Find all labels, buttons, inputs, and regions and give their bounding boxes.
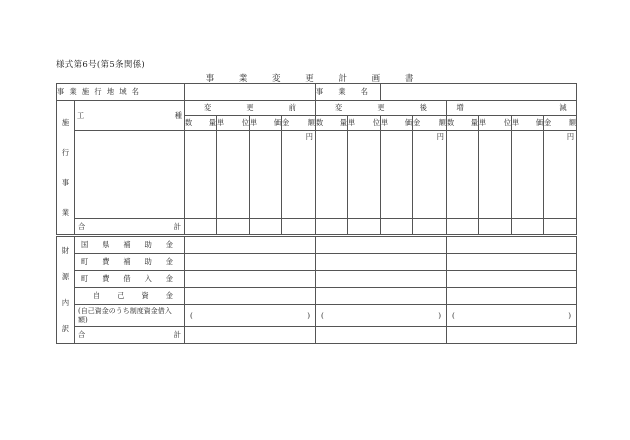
before-qty-total[interactable]: [185, 219, 217, 235]
finance-before-cell[interactable]: [185, 254, 316, 271]
diff-unit-total[interactable]: [479, 219, 512, 235]
subcol-amount: 金額: [413, 116, 447, 131]
subcol-price: 単価: [381, 116, 413, 131]
finance-before-cell[interactable]: [185, 288, 316, 305]
after-price-entry[interactable]: [381, 131, 413, 219]
group-diff-header: 増 減: [447, 101, 577, 116]
finance-before-cell[interactable]: [185, 237, 316, 254]
finance-side-label: 財 源 内 訳: [57, 237, 75, 344]
diff-price-total[interactable]: [512, 219, 544, 235]
finance-total-label: 合 計: [75, 327, 185, 344]
type-label: 種: [174, 110, 182, 120]
after-unit-total[interactable]: [348, 219, 381, 235]
before-qty-entry[interactable]: [185, 131, 217, 219]
finance-after-paren-cell[interactable]: ( ): [316, 305, 447, 327]
finance-diff-cell[interactable]: [447, 271, 577, 288]
subcol-price: 単価: [512, 116, 544, 131]
before-price-entry[interactable]: [250, 131, 282, 219]
subcol-qty: 数量: [316, 116, 348, 131]
before-unit-entry[interactable]: [217, 131, 250, 219]
location-value-cell[interactable]: [185, 84, 316, 101]
subcol-qty: 数量: [185, 116, 217, 131]
finance-after-cell[interactable]: [316, 237, 447, 254]
finance-diff-cell[interactable]: [447, 237, 577, 254]
diff-amount-entry[interactable]: [544, 131, 577, 219]
group-after-header: 変 更 後: [316, 101, 447, 116]
location-label-cell: [57, 84, 185, 101]
finance-after-cell[interactable]: [316, 254, 447, 271]
finance-before-cell[interactable]: [185, 271, 316, 288]
finance-after-total[interactable]: [316, 327, 447, 344]
subcol-amount: 金額: [544, 116, 577, 131]
finance-after-cell[interactable]: [316, 271, 447, 288]
subcol-unit: 単位: [217, 116, 250, 131]
diff-qty-total[interactable]: [447, 219, 479, 235]
finance-before-total[interactable]: [185, 327, 316, 344]
after-amount-total[interactable]: [413, 219, 447, 235]
diff-amount-total[interactable]: [544, 219, 577, 235]
diff-unit-entry[interactable]: [479, 131, 512, 219]
after-qty-total[interactable]: [316, 219, 348, 235]
finance-diff-total[interactable]: [447, 327, 577, 344]
finance-after-cell[interactable]: [316, 288, 447, 305]
yen-mark: 円: [436, 132, 444, 141]
subcol-amount: 金額: [282, 116, 316, 131]
finance-diff-paren-cell[interactable]: ( ): [447, 305, 577, 327]
location-label: 事業施行地域名: [57, 87, 139, 96]
finance-table: [56, 236, 577, 344]
before-unit-total[interactable]: [217, 219, 250, 235]
before-amount-entry[interactable]: [282, 131, 316, 219]
before-amount-total[interactable]: [282, 219, 316, 235]
group-before-header: 変 更 前: [185, 101, 316, 116]
after-qty-entry[interactable]: [316, 131, 348, 219]
form-title: 事 業 変 更 計 画 書: [205, 74, 425, 84]
subcol-price: 単価: [250, 116, 282, 131]
work-label: 工: [77, 110, 85, 120]
diff-price-entry[interactable]: [512, 131, 544, 219]
finance-diff-cell[interactable]: [447, 288, 577, 305]
finance-row-label: 自 己 資 金: [75, 288, 185, 305]
finance-row-label: 国 県 補 助 金: [75, 237, 185, 254]
after-unit-entry[interactable]: [348, 131, 381, 219]
plan-table: [56, 83, 577, 235]
before-price-total[interactable]: [250, 219, 282, 235]
construction-total-label: 合 計: [75, 219, 185, 235]
work-type-header: [75, 101, 185, 131]
subcol-qty: 数量: [447, 116, 479, 131]
form-number: 様式第6号(第5条関係): [56, 60, 146, 70]
project-name-label: 事 業 名: [316, 87, 368, 96]
yen-mark: 円: [566, 132, 575, 141]
finance-before-paren-cell[interactable]: ( ): [185, 305, 316, 327]
diff-qty-entry[interactable]: [447, 131, 479, 219]
project-name-value-cell[interactable]: [381, 84, 577, 101]
after-price-total[interactable]: [381, 219, 413, 235]
work-type-entry[interactable]: [75, 131, 185, 219]
finance-footnote-label: (自己資金のうち制度資金借入額): [75, 305, 185, 327]
project-name-label-cell: [316, 84, 381, 101]
construction-side-label: 施 行 事 業: [57, 101, 75, 235]
after-amount-entry[interactable]: [413, 131, 447, 219]
finance-row-label: 町 費 借 入 金: [75, 271, 185, 288]
finance-diff-cell[interactable]: [447, 254, 577, 271]
subcol-unit: 単位: [348, 116, 381, 131]
yen-mark: 円: [305, 132, 313, 141]
subcol-unit: 単位: [479, 116, 512, 131]
finance-row-label: 町 費 補 助 金: [75, 254, 185, 271]
